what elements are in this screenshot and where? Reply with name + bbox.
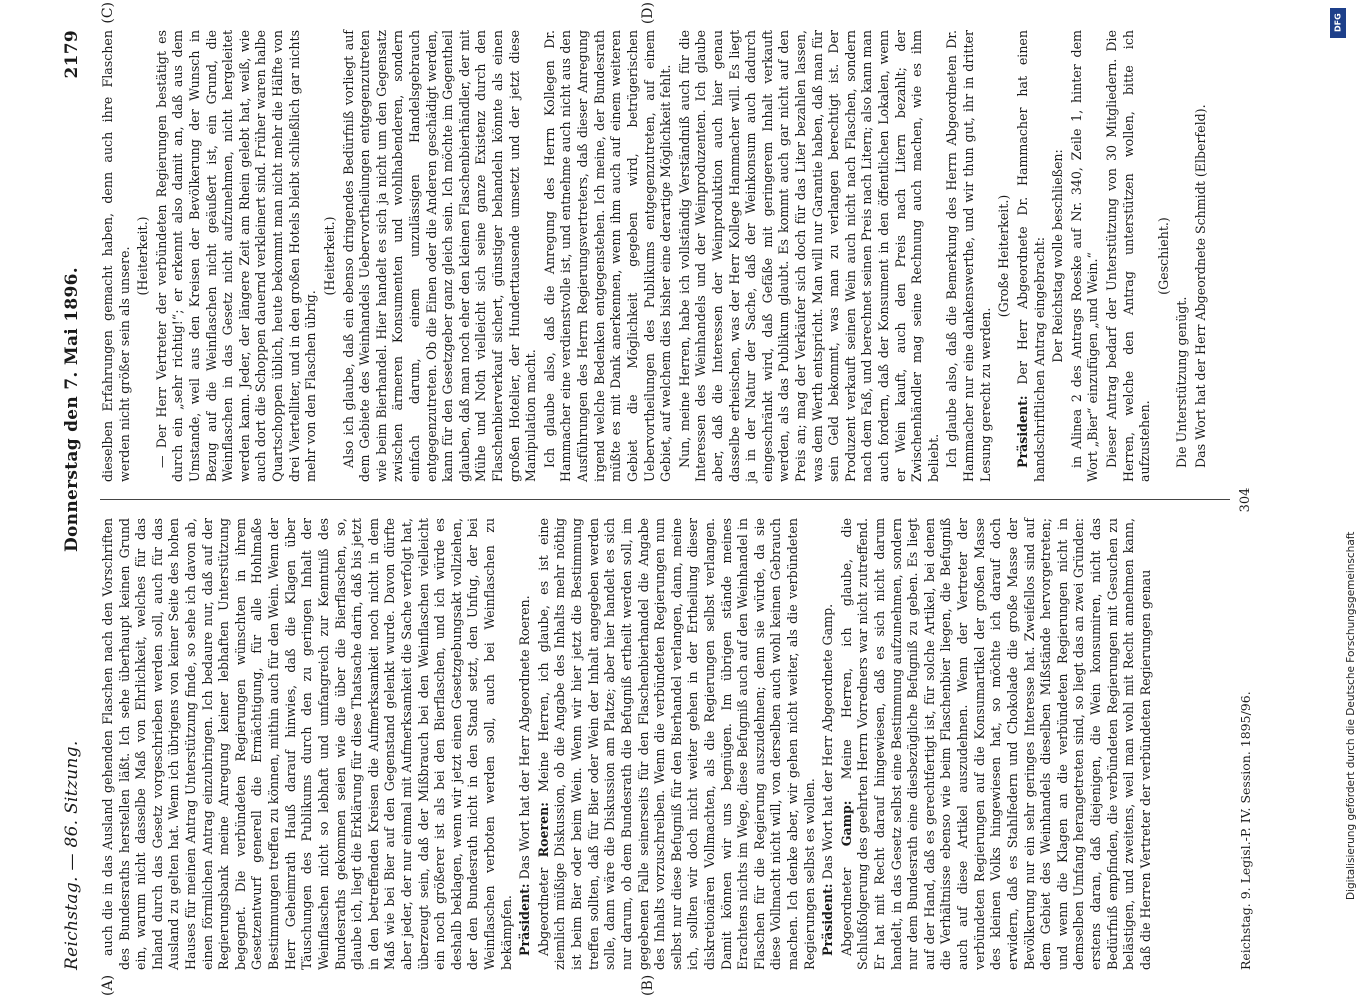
- speaker-label: Präsident:: [820, 883, 836, 956]
- paragraph: Also ich glaube, daß ein ebenso dringendes Bedürfniß vorliegt auf dem Gebiete des Weinhandels Uebervortheilungen entgegenzutreten wie beim Bierhandel. Hier handelt es sich ja nicht um den Gegensatz zwischen ärmeren Konsumenten und wohlhabenderen, sondern einfach darum, einem unzulässigen Handelsgebrauch entgegenzutreten. Ob die Einen oder die Anderen geschädigt werden, kann für den Gesetzgeber ganz gleich sein. Ich möchte im Gegentheil glauben, daß man noch eher den kleinen Flaschenbierhändler, der mit Mühe und Noth vielleicht sich seine ganze Existenz durch den Flaschenbierverkauf sichert, günstiger behandeln könnte als einen großen Hotelier, der Hunderttausende umsetzt und der jetzt diese Manipulation macht.: [340, 30, 539, 482]
- paragraph: [536, 518, 818, 970]
- paragraph: — Der Herr Vertreter der verbündeten Regierungen bestätigt es durch ein „sehr richtig!“; er erkennt also damit an, daß aus dem Umstande, weil aus den Kreisen der Bevölkerung der Wunsch in Bezug auf die Weinflaschen nicht geäußert ist, ein Grund, die Weinflaschen in das Gesetz nicht aufzunehmen, nicht hergeleitet werden kann. Jeder, der längere Zeit am Rhein gelebt hat, weiß, wie auch dort die Schoppen dauernd verkleinert sind. Früher waren halbe Quartschoppen üblich, heute bekommt man nicht mehr die Hälfte von drei Viertelliter, und in den großen Hotels bleibt schließlich gar nichts mehr von den Flaschen übrig.: [153, 30, 319, 482]
- motion-intro: Der Reichstag wolle beschließen:: [1050, 149, 1066, 363]
- interjection: (Große Heiterkeit.): [996, 194, 1012, 318]
- paragraph-text: Das Wort hat der Herr Abgeordnete Roeren.: [517, 595, 533, 880]
- paragraph-text: Meine Herren, ich glaube, es ist eine ziemlich müßige Diskussion, ob die Angabe des Inhalts mehr nöthig ist beim Bier oder beim Wein. Wenn wir hier jetzt die Bestimmung treffen sollten, daß für Bier oder Wein der Inhalt angegeben werden solle, dann wäre die Diskussion am Platze; aber hier handelt es sich nur darum, ob dem Bundesrath die Befugniß ertheilt werden soll, im gegebenen Falle seinerseits für den Flaschenbierhandel die Angabe des Inhalts vorzuschreiben. Wenn die verbündeten Regierungen nun selbst nur diese Befugniß für den Bierhandel verlangen, dann, meine ich, sollten wir doch nicht weiter gehen in der Ertheilung dieser diskretionären Vollmachten, als die Regierungen selbst verlangen. Damit können wir uns begnügen. Im übrigen stände meines Erachtens nichts im Wege, diese Befugniß auch auf den Weinhandel in Flaschen für die Regierung auszudehnen; denn sie würde, da sie diese Vollmacht nicht will, von derselben auch wohl keinen Gebrauch machen. Ich denke aber, wir gehen nicht weiter, als die verbündeten Regierungen selbst es wollen.: [535, 518, 817, 970]
- motion-text: in Alinea 2 des Antrags Roeske auf Nr. 340, Zeile 1, hinter dem Wort „Bier“ einzufügen „und Wein.“: [1068, 30, 1101, 482]
- margin-marker-a: (A): [100, 974, 116, 996]
- speaker-label: Gamp:: [838, 800, 854, 847]
- speaker-intro: Abgeordneter: [838, 867, 854, 956]
- margin-marker-c: (C): [100, 2, 116, 24]
- header-session: Reichstag. — 86. Sitzung.: [62, 740, 82, 970]
- speaker-label: Präsident:: [1014, 395, 1030, 468]
- paragraph-text: Das Wort hat der Herr Abgeordnete Gamp.: [820, 603, 836, 880]
- right-column: [100, 30, 1230, 482]
- interjection: (Geschieht.): [1155, 217, 1171, 295]
- speaker-label: Präsident:: [517, 883, 533, 956]
- digitization-credit: [1327, 0, 1357, 1000]
- dfg-logo-icon: DFG: [1330, 8, 1346, 38]
- paragraph: [839, 518, 1155, 970]
- paragraph: [820, 518, 837, 970]
- paragraph-text: Meine Herren, ich glaube, die Schlußfolgerung des geehrten Herrn Vorredners war nicht zutreffend. Er hat mit Recht darauf hingewiesen, daß es sich nicht darum handelt, in das Gesetz selbst eine Bestimmung aufzunehmen, sondern nur dem Bundesrath eine diesbezügliche Befugniß zu geben. Es liegt auf der Hand, daß es gerechtfertigt ist, für solche Artikel, bei denen die Verhältnisse ebenso wie beim Flaschenbier liegen, die Befugniß auch auf diese Artikel auszudehnen. Wenn der Vertreter der verbündeten Regierungen auf die Konsumartikel der großen Masse des kleinen Volks hingewiesen hat, so möchte ich darauf doch erwidern, daß es Stahlfedern und Chokolade die große Masse der Bevölkerung nur ein sehr geringes Interesse hat. Zweifellos sind auf dem Gebiet des Weinhandels dieselben Mißstände hervorgetreten; und wenn die Klagen an die verbündeten Regierungen nicht in demselben Umfang herangetreten sind, so liegt das an zwei Gründen: erstens daran, daß diejenigen, die Wein konsumiren, nicht das Bedürfniß empfinden, die verbündeten Regierungen mit Gesuchen zu belästigen, und zweitens, weil man wohl mit Recht annehmen kann, daß die Herren Vertreter der verbündeten Regierungen genau: [838, 518, 1153, 970]
- paragraph: auch die in das Ausland gehenden Flaschen nach den Vorschriften des Bundesraths herstellen läßt. Ich sehe überhaupt keinen Grund ein, warum nicht dasselbe Maß von Ehrlichkeit, welches für das Inland durch das Gesetz vorgeschrieben werden soll, auch für das Ausland zu gelten hat. Wenn ich übrigens von keiner Seite des hohen Hauses für meinen Antrag Unterstützung finde, so sehe ich davon ab, einen förmlichen Antrag einzubringen. Ich bedaure nur, daß auf der Regierungsbank meine Anregung keiner lebhaften Unterstützung begegnet. Die verbündeten Regierungen wünschten in ihrem Gesetzentwurf generell die Ermächtigung, für alle Hohlmaße Bestimmungen treffen zu können, mithin auch für den Wein. Wenn der Herr Geheimrath Hauß darauf hinwies, daß die Klagen über Täuschungen des Publikums durch den zu geringen Inhalt der Weinflaschen nicht so lebhaft und umfangreich zur Kenntniß des Bundesraths gekommen seien wie die über die Bierflaschen, so, glaube ich, liegt die Erklärung für diese Thatsache darin, daß bis jetzt in den betreffenden Kreisen die Aufmerksamkeit noch nicht in dem Maß wie bei Bier auf den Gegenstand gelenkt wurde. Davon dürfte aber jeder, der nur einmal mit Aufmerksamkeit die Sache verfolgt hat, überzeugt sein, daß der Mißbrauch bei den Weinflaschen vielleicht ein noch größerer ist als bei den Bierflaschen, und ich würde es deshalb beklagen, wenn wir jetzt einen Gesetzgebungsakt vollziehen, der den Bundesrath nicht in den Stand setzt, den Unfug, der bei Weinflaschen verboten werden soll, auch bei Weinflaschen zu bekämpfen.: [100, 518, 514, 970]
- speaker-label: Roeren:: [535, 802, 551, 858]
- paragraph: Die Unterstützung genügt.: [1174, 296, 1190, 468]
- credit-text: Digitalisierung gefördert durch die Deutsche Forschungsgemeinschaft: [1345, 531, 1357, 900]
- paragraph: Ich glaube also, daß die Anregung des Herrn Kollegen Dr. Hammacher eine verdienstvolle ist, und entnehme auch nicht aus den Ausführungen des Herrn Regierungsvertreters, daß dieser Anregung irgend welche Bedenken entgegenstehen. Ich meine, der Bundesrath müßte es mit Dank anerkennen, wenn ihm auch auf einem weiteren Gebiet die Möglichkeit gegeben wird, betrügerischen Uebervortheilungen des Publikums entgegenzutreten, auf einem Gebiet, auf welchem dies bisher eine derartige Möglichkeit fehlt.: [541, 30, 674, 482]
- text-columns: [100, 30, 1230, 970]
- paragraph: Das Wort hat der Herr Abgeordnete Schmidt (Elberfeld).: [1193, 104, 1208, 468]
- paragraph-text: Der Herr Abgeordnete Dr. Hammacher hat einen handschriftlichen Antrag eingebracht:: [1014, 30, 1047, 482]
- left-column: [100, 518, 1230, 970]
- paragraph: Dieser Antrag bedarf der Unterstützung von 30 Mitgliedern. Die Herren, welche den Antrag unterstützen wollen, bitte ich aufzustehen.: [1103, 30, 1153, 482]
- speaker-intro: Abgeordneter: [535, 867, 551, 956]
- paragraph: dieselben Erfahrungen gemacht haben, denn auch ihre Flaschen werden nicht größer sein als unsere.: [100, 30, 132, 482]
- footer-legislature: Reichstag. 9. Legisl.-P. IV. Session. 1895/96.: [1238, 691, 1253, 970]
- interjection: (Heiterkeit.): [135, 216, 151, 296]
- margin-marker-d: (D): [640, 2, 656, 25]
- paragraph: [517, 518, 534, 970]
- paragraph: [1015, 30, 1048, 482]
- page-header: [62, 30, 92, 970]
- interjection: (Heiterkeit.): [321, 216, 337, 296]
- page-footer: [1238, 30, 1260, 970]
- header-page-number: 2179: [62, 30, 82, 79]
- footer-sheet-number: 304: [1238, 487, 1253, 513]
- paragraph: Nun, meine Herren, habe ich vollständig Verständniß auch für die Interessen des Weinhandels und der Weinproduzenten. Ich glaube aber, daß die Interessen der Weinproduktion auch hier genau dasselbe erheischen, was der Herr Kollege Hammacher will. Es liegt ja in der Natur der Sache, daß der Weinkonsum auch dadurch eingeschränkt wird, daß Gefäße mit geringerem Inhalt verkauft werden, als das Publikum glaubt. Es kommt auch gar nicht auf den Preis an; mag der Verkäufer sich doch für das Liter bezahlen lassen, was dem Werth entspricht. Man will nur Garantie haben, daß man für sein Geld bekommt, was man zu verlangen berechtigt ist. Der Produzent verkauft seinen Wein auch nicht nach Flaschen, sondern nach dem Faß, und berechnet seinen Preis nach Litern; also kann man auch fordern, daß der Konsument in den öffentlichen Lokalen, wenn er Wein kauft, auch den Preis nach Litern bezahlt; der Zwischenhändler mag seine Rechnung auch machen, wie es ihm beliebt.: [676, 30, 941, 482]
- paragraph: Ich glaube also, daß die Bemerkung des Herrn Abgeordneten Dr. Hammacher nur eine dankenswerthe, und wir thun gut, ihr in dritter Lesung gerecht zu werden.: [944, 30, 993, 482]
- margin-marker-b: (B): [640, 974, 656, 996]
- header-date: Donnerstag den 7. Mai 1896.: [62, 266, 82, 552]
